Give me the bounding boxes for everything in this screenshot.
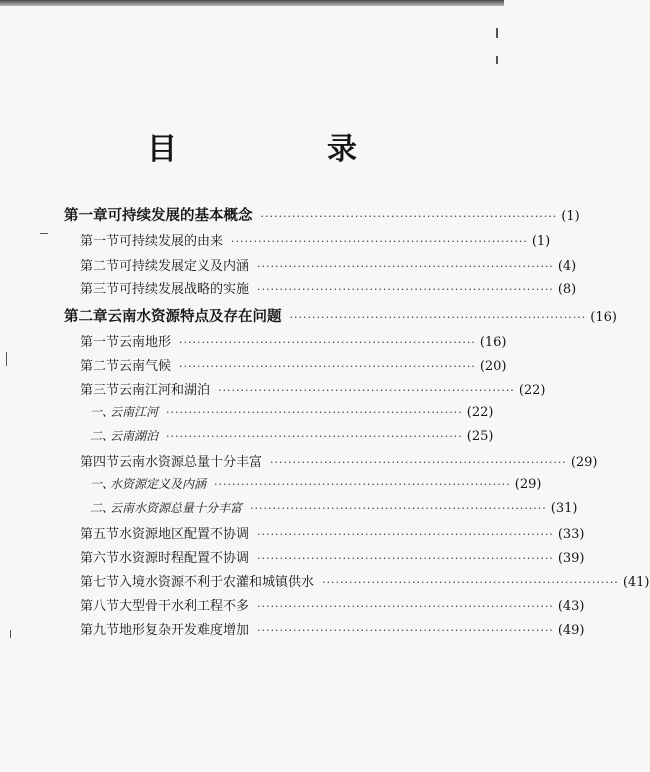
toc-entry-number: 二、 [90,429,115,443]
toc-entry-number: 第四节 [80,455,120,470]
scan-speck [496,56,498,64]
toc-entry-page: (4) [557,259,577,274]
toc-leader-dots: ·································································· [250,502,547,515]
toc-leader-dots: ·································································· [231,235,528,248]
toc-entry-label: 云南水资源特点及存在问题 [107,309,282,325]
toc-leader-dots: ·································································· [218,384,515,397]
toc-entry-page: (39) [557,551,585,566]
toc-entry-section[interactable] [80,355,507,377]
toc-entry-page: (1) [561,209,580,224]
toc-entry-label: 地形复杂开发难度增加 [119,623,250,638]
toc-entry-subsection[interactable] [90,403,494,425]
toc-entry-section[interactable] [80,547,585,569]
toc-entry-chapter-2[interactable] [64,305,617,327]
toc-leader-dots: ·································································· [257,528,554,541]
scan-speck [40,233,48,234]
toc-entry-page: (8) [557,282,577,297]
toc-entry-number: 第二节 [80,359,120,374]
toc-entry-page: (1) [531,234,551,249]
toc-entry-section[interactable] [80,523,585,545]
toc-entry-page: (22) [466,405,494,420]
toc-entry-page: (33) [557,527,585,542]
toc-entry-chapter-1[interactable] [64,204,580,226]
toc-entry-label: 水资源地区配置不协调 [119,527,250,542]
toc-entry-number: 第一节 [80,335,120,350]
toc-entry-label: 可持续发展战略的实施 [119,282,250,297]
toc-leader-dots: ·································································· [257,552,554,565]
toc-leader-dots: ·································································· [322,576,619,589]
toc-entry-label: 云南湖泊 [110,429,159,443]
toc-entry-page: (41) [622,575,650,590]
toc-entry-section[interactable] [80,278,577,300]
toc-entry-subsection[interactable] [90,475,542,497]
toc-entry-number: 二、 [90,501,115,515]
page-title: 目 录 [147,132,417,167]
toc-entry-number: 第六节 [80,551,120,566]
toc-leader-dots: ·································································· [179,336,476,349]
toc-leader-dots: ·································································· [289,311,587,324]
toc-entry-number: 第三节 [80,383,120,398]
toc-entry-page: (29) [514,477,542,492]
toc-entry-page: (25) [466,429,494,444]
toc-entry-section[interactable] [80,379,546,401]
toc-entry-page: (49) [557,623,585,638]
toc-entry-section[interactable] [80,595,585,617]
toc-entry-number: 一、 [90,405,115,419]
toc-leader-dots: ·································································· [260,210,558,223]
toc-entry-section[interactable] [80,230,551,252]
toc-entry-label: 云南江河和湖泊 [119,383,211,398]
toc-entry-label: 云南江河 [110,405,159,419]
toc-entry-label: 大型骨干水利工程不多 [119,599,250,614]
toc-entry-label: 可持续发展的由来 [119,234,224,249]
toc-entry-label: 可持续发展定义及内涵 [119,259,250,274]
toc-entry-number: 第七节 [80,575,120,590]
toc-leader-dots: ·································································· [257,600,554,613]
toc-entry-number: 第二章 [64,308,108,325]
toc-entry-page: (16) [590,310,617,325]
toc-entry-page: (16) [479,335,507,350]
toc-entry-subsection[interactable] [90,427,494,449]
toc-entry-number: 第二节 [80,259,120,274]
toc-leader-dots: ·································································· [257,624,554,637]
toc-entry-label: 云南气候 [119,359,172,374]
toc-entry-section[interactable] [80,451,598,473]
toc-entry-number: 第一章 [64,207,108,224]
toc-entry-subsection[interactable] [90,499,578,521]
toc-entry-number: 第八节 [80,599,120,614]
toc-entry-label: 云南地形 [119,335,172,350]
scan-speck [496,28,498,38]
toc-leader-dots: ·································································· [270,456,567,469]
toc-entry-section[interactable] [80,255,577,277]
toc-entry-label: 可持续发展的基本概念 [107,208,253,224]
toc-leader-dots: ·································································· [166,406,463,419]
toc-entry-page: (22) [518,383,546,398]
toc-entry-page: (29) [570,455,598,470]
toc-entry-label: 水资源时程配置不协调 [119,551,250,566]
toc-leader-dots: ·································································· [257,283,554,296]
toc-entry-section[interactable] [80,619,585,641]
toc-entry-section[interactable] [80,331,507,353]
toc-entry-page: (31) [550,501,578,516]
toc-entry-number: 第五节 [80,527,120,542]
toc-entry-label: 云南水资源总量十分丰富 [119,455,263,470]
toc-entry-number: 第三节 [80,282,120,297]
scan-speck [6,352,7,366]
toc-entry-number: 第九节 [80,623,120,638]
toc-leader-dots: ·································································· [179,360,476,373]
scan-speck [10,630,11,638]
scan-top-edge [0,0,504,6]
toc-entry-label: 入境水资源不利于农灌和城镇供水 [119,575,315,590]
toc-entry-number: 一、 [90,477,115,491]
toc-leader-dots: ·································································· [166,430,463,443]
toc-leader-dots: ·································································· [214,478,511,491]
toc-entry-label: 云南水资源总量十分丰富 [110,501,243,515]
toc-entry-number: 第一节 [80,234,120,249]
toc-leader-dots: ·································································· [257,260,554,273]
toc-entry-section[interactable] [80,571,650,593]
toc-entry-page: (43) [557,599,585,614]
toc-entry-page: (20) [479,359,507,374]
toc-entry-label: 水资源定义及内涵 [110,477,207,491]
